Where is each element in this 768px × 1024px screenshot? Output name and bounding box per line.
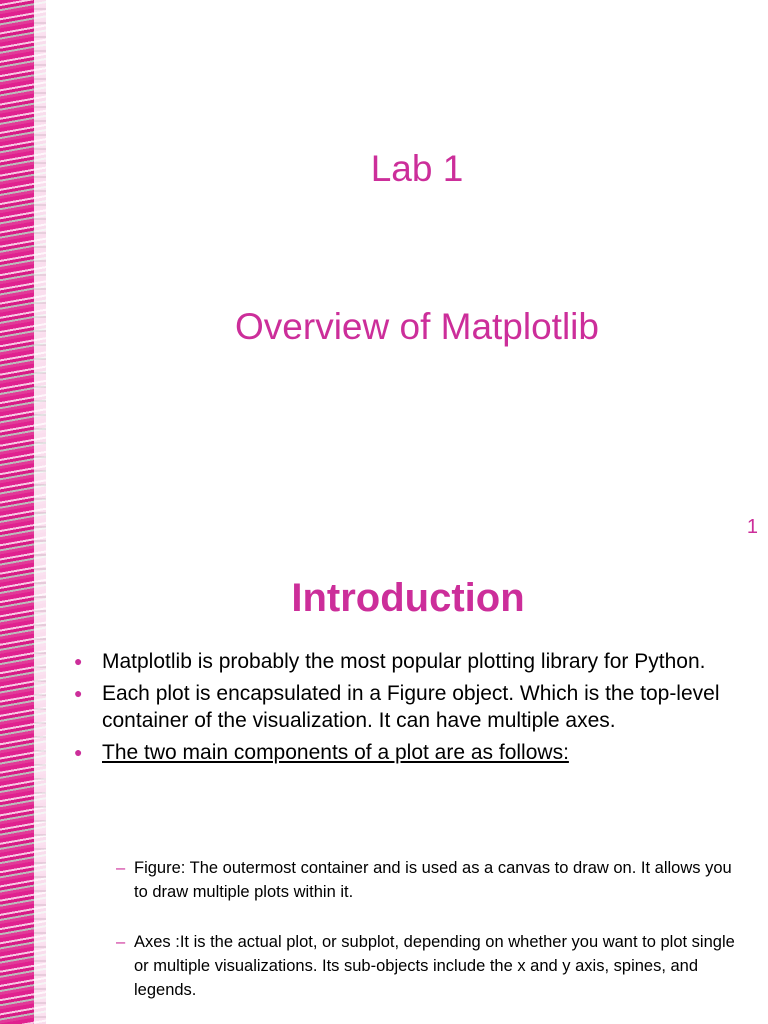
bullet-icon: ● <box>74 685 83 701</box>
dash-icon: – <box>116 933 126 951</box>
bullet-icon: ● <box>74 744 83 760</box>
bullet-list <box>74 648 734 771</box>
list-item <box>74 648 734 675</box>
bullet-text: Matplotlib is probably the most popular plotting library for Python. <box>102 650 706 673</box>
page-number: 1 <box>746 516 758 538</box>
bullet-text: The two main components of a plot are as follows: <box>102 741 569 764</box>
list-item <box>74 680 734 734</box>
list-item <box>74 739 734 766</box>
bullet-text: Each plot is encapsulated in a Figure object. Which is the top-level container of the visualization. It can have multiple axes. <box>102 682 720 732</box>
title-slide <box>46 0 768 560</box>
dash-icon: – <box>116 859 126 877</box>
introduction-slide <box>46 560 768 1024</box>
decorative-binding-strip <box>0 0 46 1024</box>
slide-subtitle: Overview of Matplotlib <box>235 306 599 347</box>
list-item <box>116 856 746 904</box>
section-title: Introduction <box>291 576 525 620</box>
sub-bullet-text: Axes :It is the actual plot, or subplot, depending on whether you want to plot single or multiple visualizations. Its sub-objects include the x and y axis, spines, and legends. <box>134 933 735 999</box>
sub-bullet-list <box>116 856 746 1024</box>
lab-title: Lab 1 <box>370 148 464 189</box>
bullet-icon: ● <box>74 653 83 669</box>
list-item <box>116 930 746 1002</box>
sub-bullet-text: Figure: The outermost container and is used as a canvas to draw on. It allows you to draw multiple plots within it. <box>134 859 732 901</box>
